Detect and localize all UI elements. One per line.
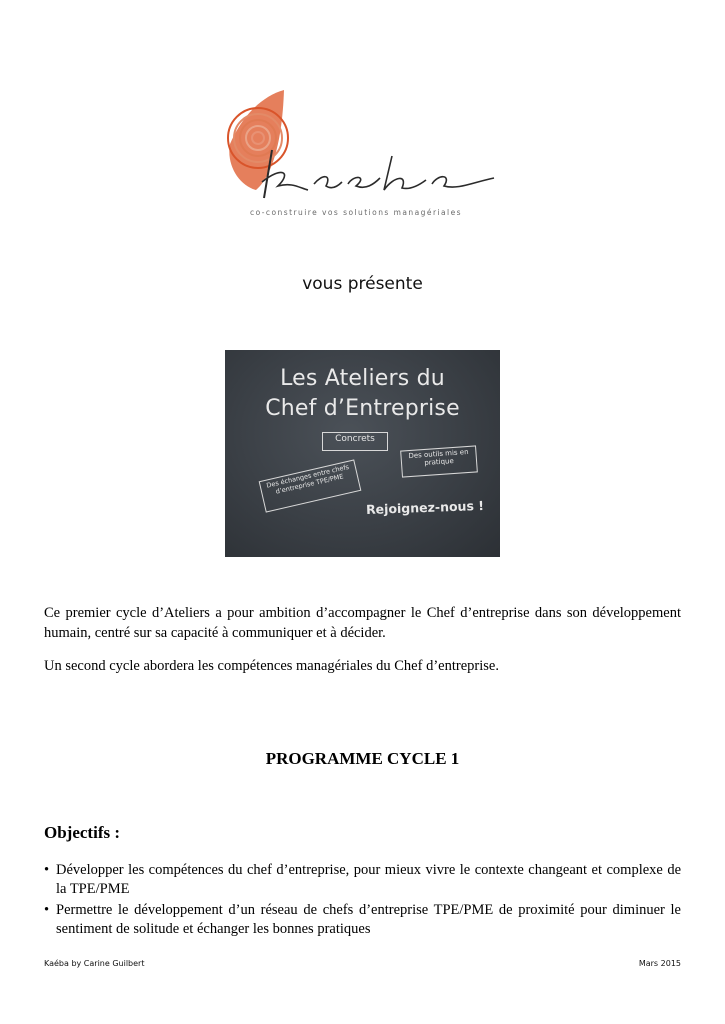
banner-tag-tools: Des outils mis en pratique bbox=[400, 445, 478, 477]
footer-date: Mars 2015 bbox=[638, 959, 681, 968]
objective-item: • Permettre le développement d’un réseau de chefs d’entreprise TPE/PME de proximité pour diminuer le sentiment de solitude et échanger les bonnes pratiques bbox=[44, 901, 681, 939]
banner-call-to-action: Rejoignez-nous ! bbox=[365, 497, 485, 518]
banner-title-line2: Chef d’Entreprise bbox=[265, 396, 460, 421]
intro-paragraph-2: Un second cycle abordera les compétences managériales du Chef d’entreprise. bbox=[44, 658, 499, 674]
kaeba-logo-graphic bbox=[222, 86, 502, 206]
program-title: PROGRAMME CYCLE 1 bbox=[265, 749, 460, 768]
kaeba-logo bbox=[222, 86, 502, 226]
footer-author: Kaéba by Carine Guilbert bbox=[44, 959, 145, 968]
intro-text: vous présente bbox=[302, 274, 423, 294]
banner-tag-concrets: Concrets bbox=[322, 432, 388, 451]
objectives-list bbox=[44, 861, 681, 941]
intro-paragraph-1: Ce premier cycle d’Ateliers a pour ambition d’accompagner le Chef d’entreprise dans son développement humain, centré sur sa capacité à communiquer et à décider. bbox=[44, 605, 681, 641]
logo-tagline: co-construire vos solutions managériales bbox=[250, 208, 463, 217]
chalkboard-banner bbox=[225, 350, 500, 557]
banner-title-line1: Les Ateliers du bbox=[280, 366, 445, 391]
objectives-heading: Objectifs : bbox=[44, 823, 121, 842]
banner-tag-exchanges: Des échanges entre chefs d’entreprise TPE/PME bbox=[259, 459, 362, 512]
objective-item: • Développer les compétences du chef d’entreprise, pour mieux vivre le contexte changeant et complexe de la TPE/PME bbox=[44, 861, 681, 899]
